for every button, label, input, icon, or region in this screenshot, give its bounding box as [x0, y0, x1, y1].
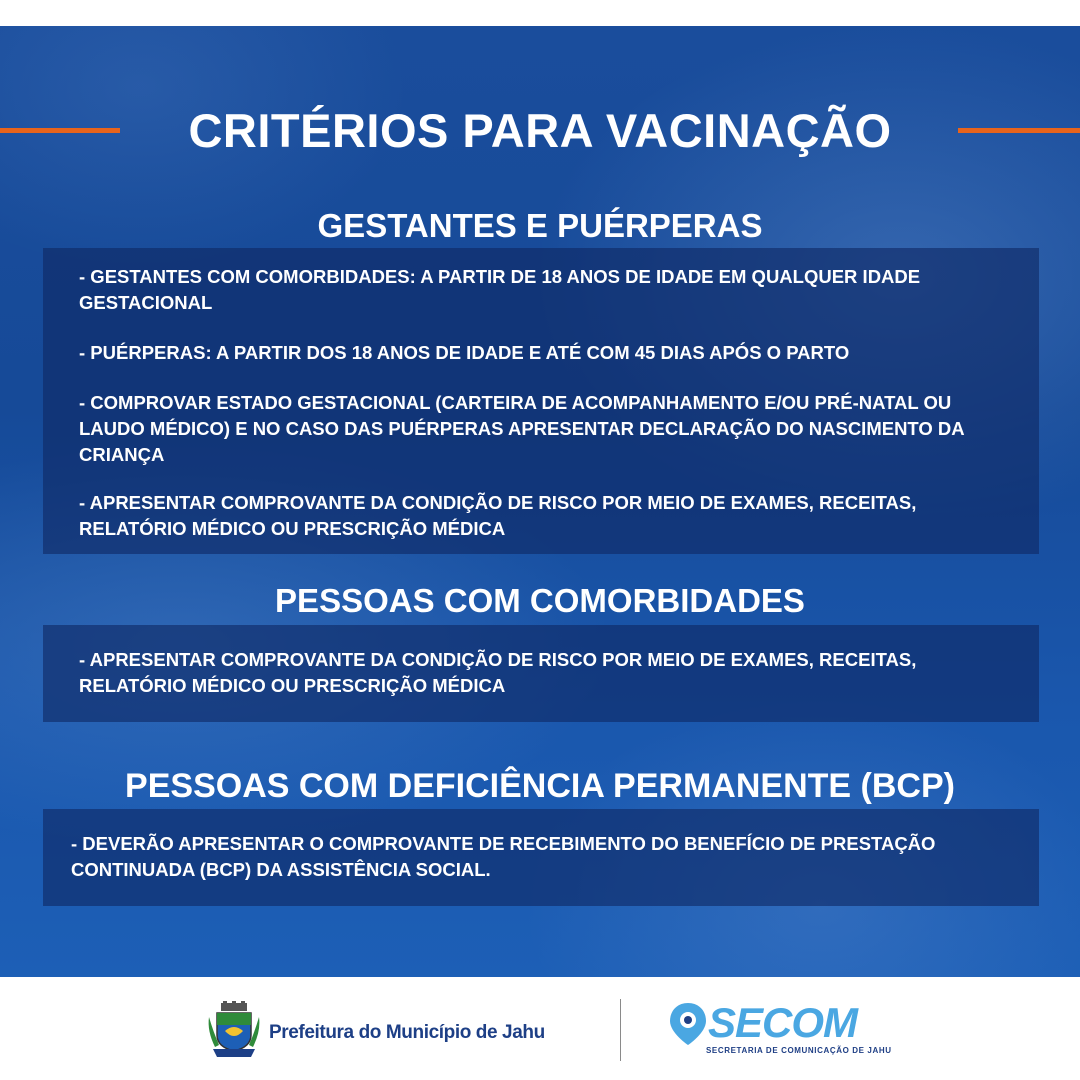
prefeitura-name: Prefeitura do Município de Jahu	[269, 1022, 545, 1043]
criteria-box-comorbidades	[43, 625, 1039, 722]
footer	[0, 977, 1080, 1080]
criteria-list-deficiencia	[71, 831, 1011, 883]
secom-location-pin-icon	[668, 1001, 708, 1047]
poster-background	[0, 26, 1080, 977]
secom-logo	[668, 1001, 898, 1057]
criteria-item: - COMPROVAR ESTADO GESTACIONAL (CARTEIRA DE ACOMPANHAMENTO E/OU PRÉ-NATAL OU LAUDO MÉDICO) E NO CASO DAS PUÉRPERAS APRESENTAR DECLARAÇÃO DO NASCIMENTO DA CRIANÇA	[79, 392, 964, 465]
criteria-item: - PUÉRPERAS: A PARTIR DOS 18 ANOS DE IDADE E ATÉ COM 45 DIAS APÓS O PARTO	[79, 342, 850, 363]
criteria-box-gestantes	[43, 248, 1039, 554]
jahu-coat-of-arms-icon	[205, 1001, 265, 1061]
section-heading-gestantes: GESTANTES E PUÉRPERAS	[317, 207, 763, 244]
secom-subtitle: SECRETARIA DE COMUNICAÇÃO DE JAHU	[706, 1046, 892, 1055]
title-row	[0, 106, 1080, 156]
secom-wordmark: SECOM	[708, 999, 858, 1046]
criteria-item: - GESTANTES COM COMORBIDADES: A PARTIR DE 18 ANOS DE IDADE EM QUALQUER IDADE GESTACIONAL	[79, 266, 921, 313]
criteria-list-gestantes	[79, 264, 1003, 542]
criteria-item: - APRESENTAR COMPROVANTE DA CONDIÇÃO DE RISCO POR MEIO DE EXAMES, RECEITAS, RELATÓRIO MÉDICO OU PRESCRIÇÃO MÉDICA	[79, 649, 917, 696]
section-heading-deficiencia: PESSOAS COM DEFICIÊNCIA PERMANENTE (BCP)	[125, 767, 955, 805]
top-margin	[0, 0, 1080, 26]
criteria-box-deficiencia	[43, 809, 1039, 906]
title-accent-line-right	[958, 128, 1080, 133]
section-heading-comorbidades: PESSOAS COM COMORBIDADES	[275, 582, 805, 619]
page-title: CRITÉRIOS PARA VACINAÇÃO	[188, 104, 892, 157]
footer-divider	[620, 999, 621, 1061]
criteria-item: - APRESENTAR COMPROVANTE DA CONDIÇÃO DE RISCO POR MEIO DE EXAMES, RECEITAS, RELATÓRIO MÉDICO OU PRESCRIÇÃO MÉDICA	[79, 492, 917, 539]
criteria-list-comorbidades	[79, 647, 1003, 699]
criteria-item: - DEVERÃO APRESENTAR O COMPROVANTE DE RECEBIMENTO DO BENEFÍCIO DE PRESTAÇÃO CONTINUADA (BCP) DA ASSISTÊNCIA SOCIAL.	[71, 833, 936, 880]
